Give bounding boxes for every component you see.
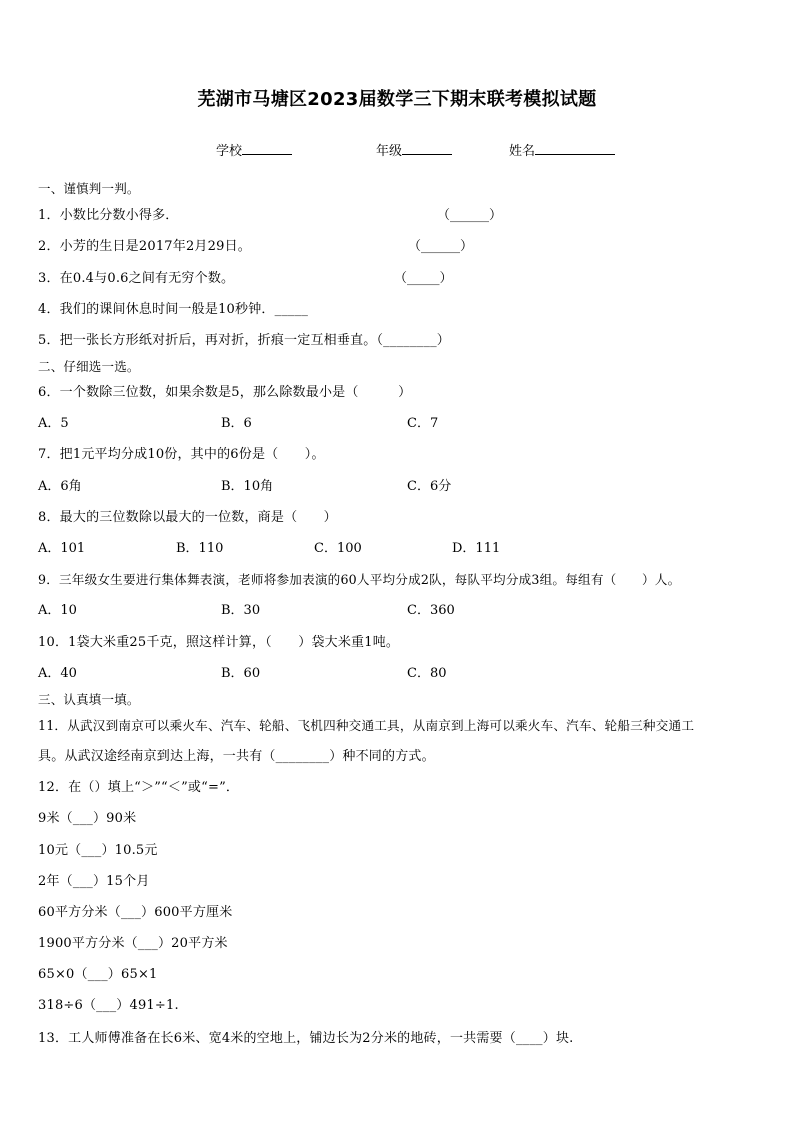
question-3: 3．在0.4与0.6之间有无穷个数。	[38, 271, 235, 286]
section-3-heading: 三、认真填一填。	[38, 692, 140, 707]
question-12-item-1[interactable]: 9米（___）90米	[38, 811, 137, 826]
school-label: 学校	[216, 144, 243, 159]
name-field	[509, 141, 615, 160]
question-8-option-b[interactable]: B．110	[176, 541, 224, 556]
question-7-option-b[interactable]: B．10角	[221, 479, 274, 494]
question-6: 6．一个数除三位数，如果余数是5，那么除数最小是（ ）	[38, 385, 412, 400]
question-2: 2．小芳的生日是2017年2月29日。	[38, 239, 251, 254]
section-2-heading: 二、仔细选一选。	[38, 359, 140, 374]
question-8: 8．最大的三位数除以最大的一位数，商是（ ）	[38, 510, 337, 525]
question-8-option-a[interactable]: A．101	[38, 541, 86, 556]
question-8-option-c[interactable]: C．100	[314, 541, 362, 556]
name-blank[interactable]	[535, 141, 615, 155]
question-10-option-c[interactable]: C．80	[407, 666, 447, 681]
question-7: 7．把1元平均分成10份，其中的6份是（ ）。	[38, 447, 325, 462]
question-4: 4．我们的课间休息时间一般是10秒钟．_____	[38, 302, 309, 317]
question-9-option-a[interactable]: A．10	[38, 603, 77, 618]
question-1: 1．小数比分数小得多．	[38, 208, 179, 223]
question-6-option-a[interactable]: A．5	[38, 416, 69, 431]
question-6-option-b[interactable]: B．6	[221, 416, 252, 431]
question-11-line-1: 11．从武汉到南京可以乘火车、汽车、轮船、飞机四种交通工具，从南京到上海可以乘火车、汽车、轮船三种交通工	[38, 718, 695, 733]
question-10-option-a[interactable]: A．40	[38, 666, 77, 681]
question-12-item-2[interactable]: 10元（___）10.5元	[38, 843, 158, 858]
question-8-option-d[interactable]: D．111	[452, 541, 501, 556]
school-field	[216, 141, 292, 160]
name-label: 姓名	[509, 144, 536, 159]
question-10: 10．1袋大米重25千克，照这样计算，（ ）袋大米重1吨。	[38, 635, 400, 650]
question-12-item-3[interactable]: 2年（___）15个月	[38, 874, 150, 889]
question-9-option-c[interactable]: C．360	[407, 603, 455, 618]
question-11-line-2: 具。从武汉途经南京到达上海，一共有（________）种不同的方式。	[38, 749, 435, 764]
question-1-answer[interactable]: （______）	[437, 208, 503, 223]
question-10-option-b[interactable]: B．60	[221, 666, 261, 681]
question-12-item-4[interactable]: 60平方分米（___）600平方厘米	[38, 905, 233, 920]
question-7-option-a[interactable]: A．6角	[38, 479, 82, 494]
question-3-answer[interactable]: （_____）	[394, 271, 453, 286]
question-7-option-c[interactable]: C．6分	[407, 479, 452, 494]
question-12-item-5[interactable]: 1900平方分米（___）20平方米	[38, 936, 228, 951]
grade-blank[interactable]	[402, 141, 452, 155]
question-13: 13．工人师傅准备在长6米、宽4米的空地上，铺边长为2分米的地砖，一共需要（____）块.	[38, 1031, 574, 1046]
question-2-answer[interactable]: （______）	[408, 239, 474, 254]
section-1-heading: 一、谨慎判一判。	[38, 181, 140, 196]
question-6-option-c[interactable]: C．7	[407, 416, 439, 431]
question-9-option-b[interactable]: B．30	[221, 603, 261, 618]
school-blank[interactable]	[242, 141, 292, 155]
page-title: 芜湖市马塘区2023届数学三下期末联考模拟试题	[197, 89, 597, 110]
question-5: 5．把一张长方形纸对折后，再对折，折痕一定互相垂直。（________）	[38, 333, 450, 348]
grade-field	[376, 141, 452, 160]
question-12: 12．在（）填上“＞”“＜”或“=”．	[38, 780, 240, 795]
grade-label: 年级	[376, 144, 403, 159]
question-12-item-7[interactable]: 318÷6（___）491÷1.	[38, 998, 179, 1013]
question-12-item-6[interactable]: 65×0（___）65×1	[38, 967, 158, 982]
question-9: 9．三年级女生要进行集体舞表演，老师将参加表演的60人平均分成2队，每队平均分成3组。每组有（ ）人。	[38, 572, 681, 587]
